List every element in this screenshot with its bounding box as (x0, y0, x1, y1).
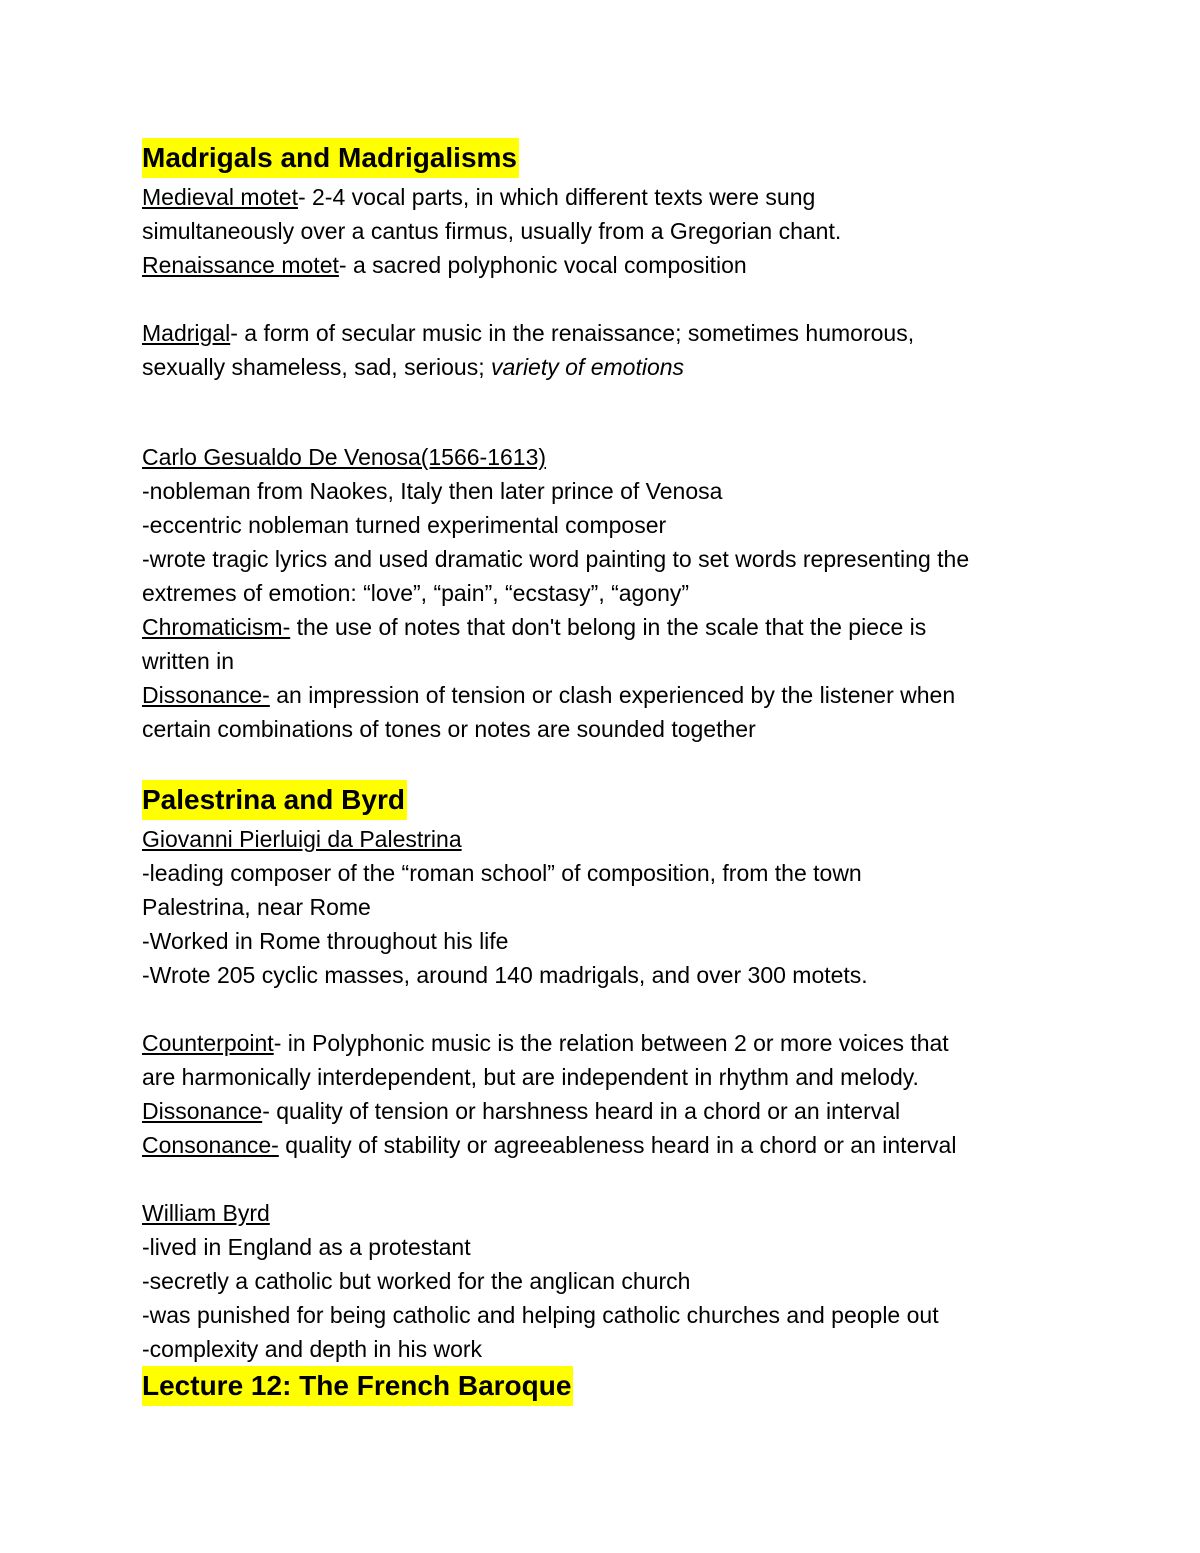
dissonance-line-2: certain combinations of tones or notes are sounded together (142, 716, 756, 742)
section-heading-row (142, 138, 1082, 180)
counterpoint-line-2: are harmonically interdependent, but are independent in rhythm and melody. (142, 1064, 919, 1090)
bullet-line: -Worked in Rome throughout his life (142, 928, 509, 954)
definition-text: - a sacred polyphonic vocal composition (338, 252, 747, 278)
dissonance-line-1 (142, 678, 1082, 712)
palestrina-name-line (142, 822, 1082, 856)
section-heading-madrigals: Madrigals and Madrigalisms (142, 138, 519, 178)
definition-text: - quality of tension or harshness heard in a chord or an interval (262, 1098, 901, 1124)
composer-name-gesualdo: Carlo Gesualdo De Venosa(1566-1613) (142, 444, 547, 470)
term-counterpoint: Counterpoint (142, 1030, 274, 1056)
spacer (142, 384, 1082, 440)
byrd-name-line (142, 1196, 1082, 1230)
document-page (142, 138, 1082, 1408)
definition-text: - 2-4 vocal parts, in which different texts were sung (297, 184, 816, 210)
gesualdo-name-line (142, 440, 1082, 474)
term-renaissance-motet: Renaissance motet (142, 252, 339, 278)
definition-text: - a form of secular music in the renaissance; sometimes humorous, (230, 320, 915, 346)
dissonance-line (142, 1094, 1082, 1128)
bullet-line: -secretly a catholic but worked for the anglican church (142, 1268, 691, 1294)
definition-text: - in Polyphonic music is the relation between 2 or more voices that (273, 1030, 949, 1056)
section-heading-palestrina: Palestrina and Byrd (142, 780, 407, 820)
madrigal-line-2 (142, 350, 1082, 384)
medieval-motet-line-1 (142, 180, 1082, 214)
definition-text: quality of stability or agreeableness heard in a chord or an interval (278, 1132, 957, 1158)
term-dissonance: Dissonance- (142, 682, 270, 708)
bullet-line-continued: Palestrina, near Rome (142, 894, 371, 920)
renaissance-motet-line (142, 248, 1082, 282)
bullet-line: -Wrote 205 cyclic masses, around 140 madrigals, and over 300 motets. (142, 962, 868, 988)
bullet-line: -eccentric nobleman turned experimental composer (142, 512, 667, 538)
composer-name-palestrina: Giovanni Pierluigi da Palestrina (142, 826, 462, 852)
bullet-line: -wrote tragic lyrics and used dramatic word painting to set words representing the (142, 546, 970, 572)
section-heading-row (142, 780, 1082, 822)
bullet-line-continued: extremes of emotion: “love”, “pain”, “ecstasy”, “agony” (142, 580, 690, 606)
bullet-line: -complexity and depth in his work (142, 1336, 483, 1362)
bullet-line: -nobleman from Naokes, Italy then later prince of Venosa (142, 478, 723, 504)
spacer (142, 746, 1082, 780)
madrigal-line-1 (142, 316, 1082, 350)
medieval-motet-line-2: simultaneously over a cantus firmus, usually from a Gregorian chant. (142, 218, 842, 244)
definition-text: sexually shameless, sad, serious; (142, 354, 491, 380)
section-heading-row (142, 1366, 1082, 1408)
term-medieval-motet: Medieval motet (142, 184, 298, 210)
spacer (142, 992, 1082, 1026)
composer-name-byrd: William Byrd (142, 1200, 270, 1226)
term-consonance: Consonance- (142, 1132, 279, 1158)
term-dissonance: Dissonance (142, 1098, 263, 1124)
bullet-line: -was punished for being catholic and helping catholic churches and people out (142, 1302, 939, 1328)
section-heading-lecture-12: Lecture 12: The French Baroque (142, 1366, 573, 1406)
definition-text: the use of notes that don't belong in the scale that the piece is (290, 614, 927, 640)
bullet-line: -leading composer of the “roman school” of composition, from the town (142, 860, 862, 886)
consonance-line (142, 1128, 1082, 1162)
chromaticism-line-2: written in (142, 648, 235, 674)
italic-text: variety of emotions (491, 354, 685, 380)
bullet-line: -lived in England as a protestant (142, 1234, 471, 1260)
counterpoint-line-1 (142, 1026, 1082, 1060)
definition-text: an impression of tension or clash experienced by the listener when (269, 682, 956, 708)
term-chromaticism: Chromaticism- (142, 614, 291, 640)
spacer (142, 1162, 1082, 1196)
spacer (142, 282, 1082, 316)
term-madrigal: Madrigal (142, 320, 231, 346)
chromaticism-line-1 (142, 610, 1082, 644)
